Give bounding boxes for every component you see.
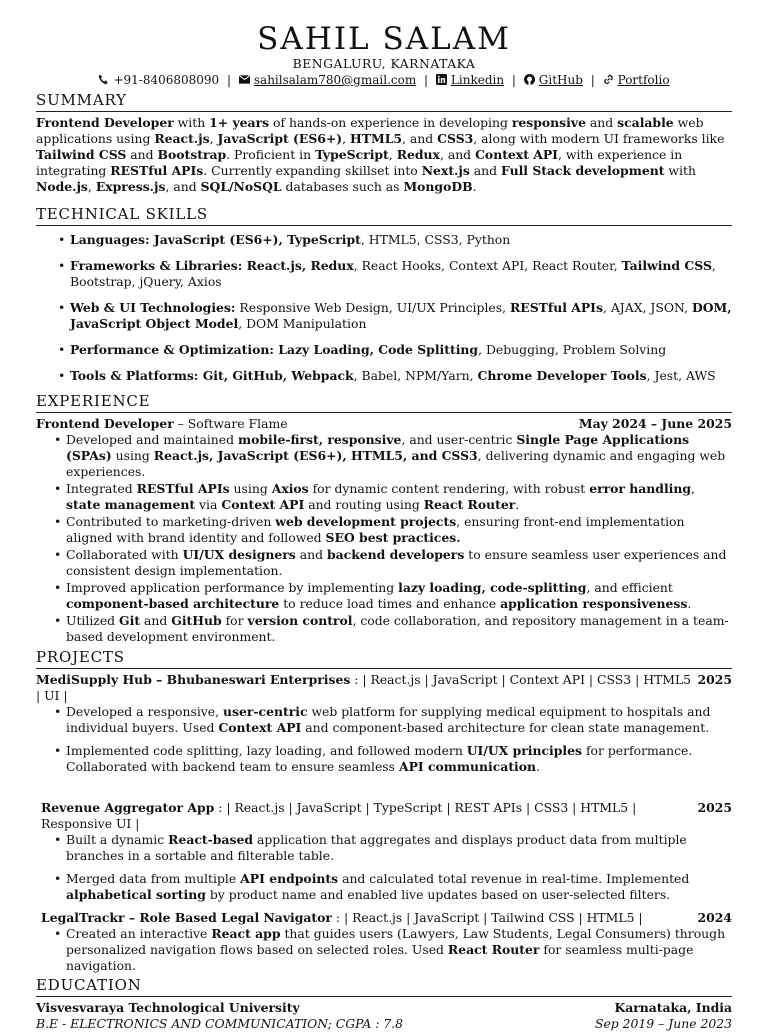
contact-separator: | <box>511 73 516 87</box>
education-header <box>36 1000 732 1016</box>
contact-separator: | <box>424 73 429 87</box>
project-title: MediSupply Hub <box>36 672 152 687</box>
project-org: – Bhubaneswari Enterprises <box>151 672 351 687</box>
list-item: • Tools & Platforms: Git, GitHub, Webpack, Babel, NPM/Yarn, Chrome Developer Tools, Jest, AWS <box>58 368 732 384</box>
candidate-name: SAHIL SALAM <box>257 21 511 57</box>
education-details <box>36 1016 732 1032</box>
list-item: • Utilized Git and GitHub for version control, code collaboration, and repository management in a team-based development environment. <box>54 613 732 645</box>
project-bullets <box>36 704 732 775</box>
list-item: • Collaborated with UI/UX designers and backend developers to ensure seamless user experiences and consistent design implementation. <box>54 547 732 579</box>
list-item: • Merged data from multiple API endpoints and calculated total revenue in real-time. Implemented alphabetical sorting by product name and enabled live updates based on user-selected filters. <box>54 871 732 903</box>
phone-icon <box>98 73 113 87</box>
project-stack: : | React.js | JavaScript | Tailwind CSS | HTML5 | <box>331 910 643 925</box>
degree: B.E - ELECTRONICS AND COMMUNICATION; CGPA : 7.8 <box>36 1016 404 1031</box>
linkedin-icon <box>436 73 451 87</box>
list-item: • Improved application performance by implementing lazy loading, code-splitting, and efficient component-based architecture to reduce load times and enhance application responsiveness. <box>54 580 732 612</box>
contact-separator: | <box>227 73 232 87</box>
phone-number: +91-8406808090 <box>113 73 220 87</box>
school-name: Visvesvaraya Technological University <box>36 1000 300 1015</box>
skills-heading: TECHNICAL SKILLS <box>36 205 732 226</box>
list-item: • Created an interactive React app that guides users (Lawyers, Law Students, Legal Consumers) through personalized navigation flows based on selected roles. Used React Router for seamless multi-page navigation. <box>54 926 732 974</box>
education-heading: EDUCATION <box>36 976 732 997</box>
list-item: • Contributed to marketing-driven web development projects, ensuring front-end implementation aligned with brand identity and followed SEO best practices. <box>54 514 732 546</box>
envelope-icon <box>239 73 254 87</box>
project-year: 2025 <box>697 800 732 815</box>
list-item: • Implemented code splitting, lazy loading, and followed modern UI/UX principles for performance. Collaborated with backend team to ensure seamless API communication. <box>54 743 732 775</box>
project-year: 2024 <box>697 910 732 925</box>
github-link[interactable]: GitHub <box>538 73 583 87</box>
list-item: • Built a dynamic React-based application that aggregates and displays product data from multiple branches in a sortable and filterable table. <box>54 832 732 864</box>
job-company: – Software Flame <box>173 416 288 431</box>
school-location: Karnataka, India <box>614 1000 732 1015</box>
list-item: • Performance & Optimization: Lazy Loading, Code Splitting, Debugging, Problem Solving <box>58 342 732 358</box>
project-stack: : | React.js | JavaScript | Context API | CSS3 | HTML5 | UI | <box>36 672 692 703</box>
linkedin-link[interactable]: Linkedin <box>450 73 505 87</box>
project-header <box>36 910 732 926</box>
list-item: • Languages: JavaScript (ES6+), TypeScript, HTML5, CSS3, Python <box>58 232 732 248</box>
project-header <box>36 800 732 832</box>
education-dates: Sep 2019 – June 2023 <box>594 1016 732 1031</box>
skills-list <box>36 232 732 384</box>
project-title: Revenue Aggregator App <box>41 800 215 815</box>
link-icon <box>603 73 618 87</box>
list-item: • Frameworks & Libraries: React.js, Redux, React Hooks, Context API, React Router, Tailwind CSS, Bootstrap, jQuery, Axios <box>58 258 732 290</box>
project-bullets <box>36 832 732 903</box>
summary-text: Frontend Developer with 1+ years of hands-on experience in developing responsive and scalable web applications using React.js, JavaScript (ES6+), HTML5, and CSS3, along with modern UI frameworks like Tailwind CSS and Bootstrap. Proficient in TypeScript, Redux, and Context API, with experience in integrating RESTful APIs. Currently expanding skillset into Next.js and Full Stack development with Node.js, Express.js, and SQL/NoSQL databases such as MongoDB. <box>36 115 725 194</box>
candidate-location: BENGALURU, KARNATAKA <box>292 56 476 71</box>
project-org: – Role Based Legal Navigator <box>124 910 332 925</box>
experience-heading: EXPERIENCE <box>36 392 732 413</box>
project-year: 2025 <box>697 672 732 687</box>
projects-heading: PROJECTS <box>36 648 732 669</box>
list-item: • Integrated RESTful APIs using Axios for dynamic content rendering, with robust error handling, state management via Context API and routing using React Router. <box>54 481 732 513</box>
github-icon <box>524 73 539 87</box>
project-header <box>36 672 732 704</box>
experience-header <box>36 416 732 432</box>
project-title: LegalTrackr <box>41 910 125 925</box>
email-link[interactable]: sahilsalam780@gmail.com <box>253 73 417 87</box>
project-bullets <box>36 926 732 974</box>
summary-heading: SUMMARY <box>36 91 732 112</box>
list-item: • Developed a responsive, user-centric web platform for supplying medical equipment to hospitals and individual buyers. Used Context API and component-based architecture for clean state management. <box>54 704 732 736</box>
project-stack: : | React.js | JavaScript | TypeScript | REST APIs | CSS3 | HTML5 | Responsive UI | <box>41 800 637 831</box>
experience-bullets <box>36 432 732 645</box>
contact-separator: | <box>590 73 595 87</box>
portfolio-link[interactable]: Portfolio <box>617 73 670 87</box>
contact-line <box>36 72 732 88</box>
job-dates: May 2024 – June 2025 <box>578 416 732 431</box>
list-item: • Developed and maintained mobile-first, responsive, and user-centric Single Page Applications (SPAs) using React.js, JavaScript (ES6+), HTML5, and CSS3, delivering dynamic and engaging web experiences. <box>54 432 732 480</box>
list-item: • Web & UI Technologies: Responsive Web Design, UI/UX Principles, RESTful APIs, AJAX, JSON, DOM, JavaScript Object Model, DOM Manipulation <box>58 300 732 332</box>
job-title: Frontend Developer <box>36 416 174 431</box>
